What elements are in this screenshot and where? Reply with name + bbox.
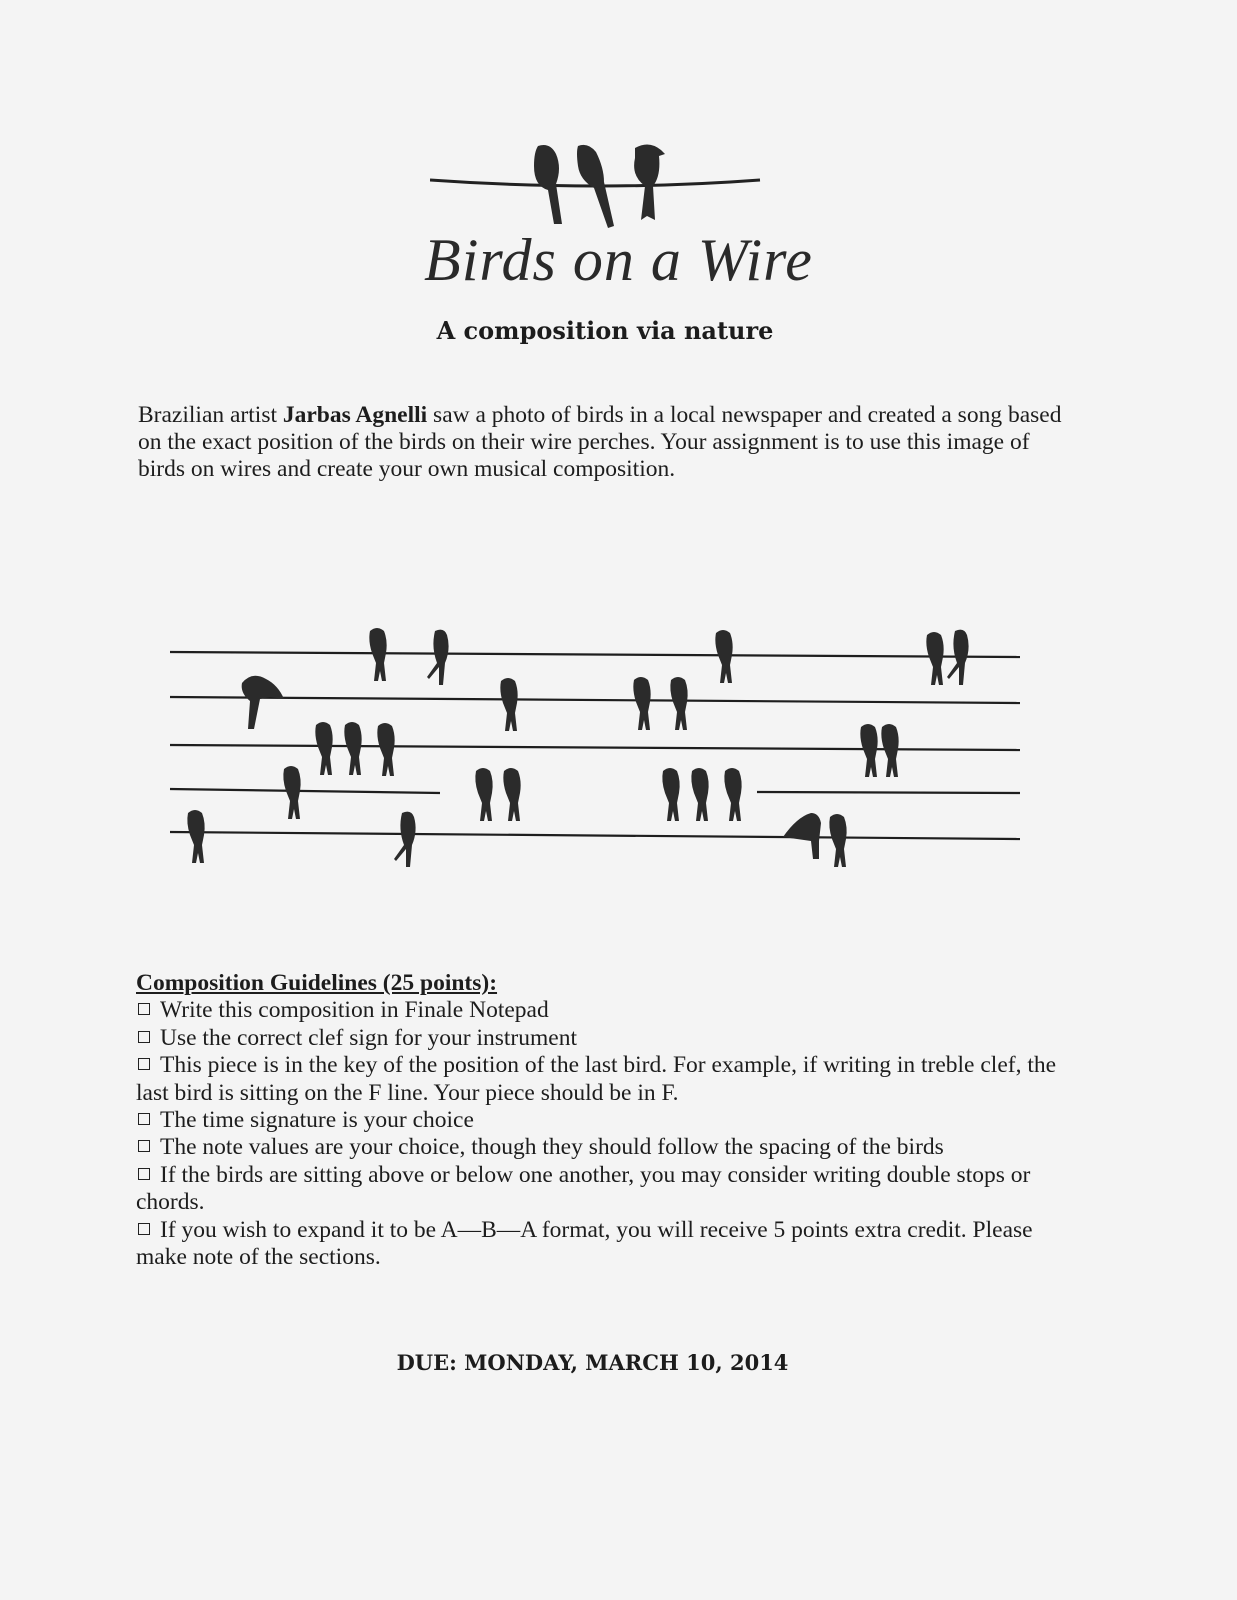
intro-text-after: saw a photo of birds in a local newspaper and created a song based on the exact position of the birds on their wire perches. Your assignment is to use this image of birds on wires and create your own musical composition. xyxy=(138,402,1062,482)
guideline-item: The time signature is your choice xyxy=(136,1107,1066,1134)
checkbox-icon[interactable] xyxy=(138,1168,150,1180)
page-title: Birds on a Wire xyxy=(424,227,813,293)
guideline-item: Use the correct clef sign for your instrument xyxy=(136,1025,1066,1052)
due-date: DUE: MONDAY, MARCH 10, 2014 xyxy=(396,1350,789,1375)
intro-paragraph xyxy=(138,402,1078,483)
checkbox-icon[interactable] xyxy=(138,1113,150,1125)
artist-name: Jarbas Agnelli xyxy=(282,402,428,428)
birds-on-wires-illustration xyxy=(165,615,1035,885)
checkbox-icon[interactable] xyxy=(138,1058,150,1070)
checkbox-icon[interactable] xyxy=(138,1003,150,1015)
guideline-item: If you wish to expand it to be A—B—A format, you will receive 5 points extra credit. Please make note of the sections. xyxy=(136,1216,1033,1271)
checkbox-icon[interactable] xyxy=(138,1140,150,1152)
birds-on-wire-logo-icon xyxy=(430,140,770,240)
guideline-item: If the birds are sitting above or below one another, you may consider writing double stops or chords. xyxy=(136,1161,1031,1216)
checkbox-icon[interactable] xyxy=(138,1031,150,1043)
guideline-item: The note values are your choice, though they should follow the spacing of the birds xyxy=(136,1134,1066,1161)
guidelines-heading: Composition Guidelines (25 points): xyxy=(136,970,498,996)
composition-guidelines xyxy=(136,970,1066,1271)
guideline-item: This piece is in the key of the position of the last bird. For example, if writing in treble clef, the last bird is sitting on the F line. Your piece should be in F. xyxy=(136,1052,1057,1106)
guideline-item: Write this composition in Finale Notepad xyxy=(136,997,1066,1024)
checkbox-icon[interactable] xyxy=(138,1223,150,1235)
intro-text-before: Brazilian artist xyxy=(138,402,283,428)
page-subtitle: A composition via nature xyxy=(436,316,774,345)
